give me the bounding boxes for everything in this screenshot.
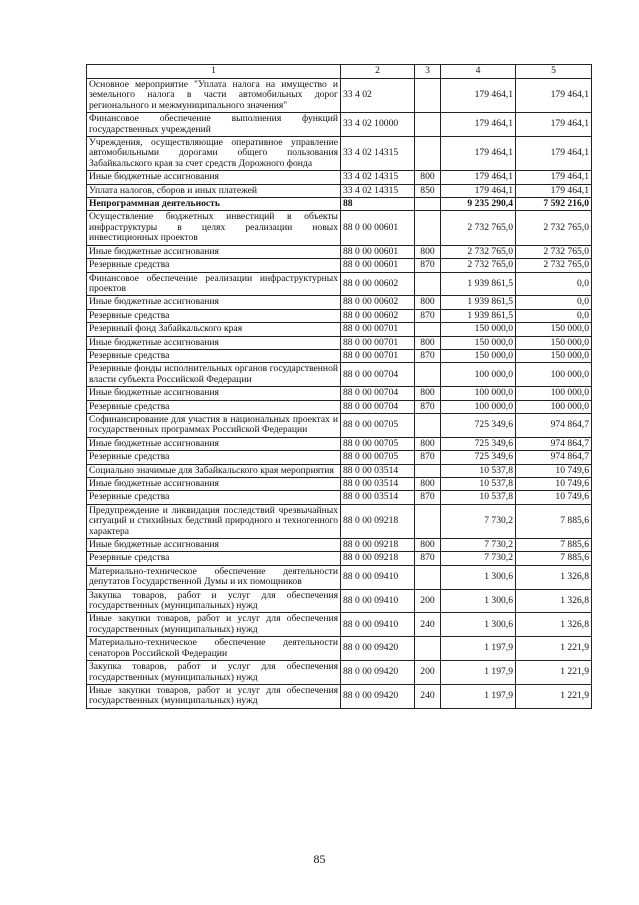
row-code: 33 4 02 14315 <box>341 171 415 184</box>
row-code: 88 0 00 00705 <box>341 451 415 464</box>
row-code: 88 0 00 09218 <box>341 504 415 538</box>
row-name: Иные бюджетные ассигнования <box>87 478 341 491</box>
row-name: Учреждения, осуществляющие оперативное управление автомобильными дорогами общего пользования Забайкальского края за счет средств Дорожного фонда <box>87 137 341 171</box>
row-name: Резервные средства <box>87 309 341 322</box>
row-amount-year-2: 1 221,9 <box>516 684 592 708</box>
row-expense-type <box>415 323 441 336</box>
header-col-2: 2 <box>341 65 415 79</box>
table-row <box>87 504 592 538</box>
row-amount-year-2: 179 464,1 <box>516 184 592 197</box>
header-col-3: 3 <box>415 65 441 79</box>
row-code: 88 0 00 09410 <box>341 613 415 637</box>
row-code: 88 0 00 00602 <box>341 296 415 309</box>
table-row <box>87 323 592 336</box>
budget-table <box>86 64 592 709</box>
table-row <box>87 589 592 613</box>
row-expense-type: 800 <box>415 296 441 309</box>
row-expense-type <box>415 413 441 437</box>
header-col-4: 4 <box>441 65 516 79</box>
row-name: Софинансирование для участия в национальных проектах и государственных программах Российской Федерации <box>87 413 341 437</box>
row-name: Резервные средства <box>87 259 341 272</box>
table-row <box>87 539 592 552</box>
row-name: Финансовое обеспечение выполнения функций государственных учреждений <box>87 113 341 137</box>
table-row <box>87 296 592 309</box>
row-amount-year-2: 974 864,7 <box>516 451 592 464</box>
table-row <box>87 184 592 197</box>
row-amount-year-2: 7 885,6 <box>516 504 592 538</box>
row-amount-year-1: 179 464,1 <box>441 184 516 197</box>
row-amount-year-1: 7 730,2 <box>441 552 516 565</box>
row-code: 33 4 02 14315 <box>341 137 415 171</box>
header-col-1: 1 <box>87 65 341 79</box>
row-name: Иные бюджетные ассигнования <box>87 336 341 349</box>
row-code: 88 0 00 00705 <box>341 413 415 437</box>
row-amount-year-2: 1 221,9 <box>516 661 592 685</box>
row-amount-year-2: 179 464,1 <box>516 79 592 113</box>
row-code: 88 0 00 09420 <box>341 637 415 661</box>
row-code: 88 0 00 00601 <box>341 211 415 245</box>
table-row <box>87 309 592 322</box>
page-number: 85 <box>313 852 326 866</box>
row-amount-year-1: 1 197,9 <box>441 684 516 708</box>
table-row <box>87 400 592 413</box>
row-amount-year-2: 0,0 <box>516 296 592 309</box>
table-row <box>87 684 592 708</box>
row-amount-year-2: 1 326,8 <box>516 613 592 637</box>
row-amount-year-2: 2 732 765,0 <box>516 245 592 258</box>
row-code: 88 0 00 03514 <box>341 491 415 504</box>
row-amount-year-2: 1 326,8 <box>516 589 592 613</box>
row-name: Материально-техническое обеспечение деятельности сенаторов Российской Федерации <box>87 637 341 661</box>
row-amount-year-2: 10 749,6 <box>516 464 592 477</box>
row-expense-type: 800 <box>415 387 441 400</box>
row-amount-year-2: 150 000,0 <box>516 323 592 336</box>
row-expense-type: 240 <box>415 613 441 637</box>
row-amount-year-1: 150 000,0 <box>441 336 516 349</box>
row-expense-type <box>415 637 441 661</box>
row-name: Резервные средства <box>87 451 341 464</box>
row-expense-type <box>415 211 441 245</box>
row-name: Резервные средства <box>87 491 341 504</box>
row-amount-year-1: 2 732 765,0 <box>441 259 516 272</box>
row-amount-year-1: 10 537,8 <box>441 491 516 504</box>
table-row <box>87 113 592 137</box>
row-code: 88 0 00 09410 <box>341 589 415 613</box>
row-name: Иные бюджетные ассигнования <box>87 296 341 309</box>
row-name: Предупреждение и ликвидация последствий чрезвычайных ситуаций и стихийных бедствий природного и техногенного характера <box>87 504 341 538</box>
row-code: 88 0 00 09420 <box>341 684 415 708</box>
row-amount-year-1: 1 197,9 <box>441 637 516 661</box>
row-amount-year-1: 2 732 765,0 <box>441 245 516 258</box>
row-name: Осуществление бюджетных инвестиций в объекты инфраструктуры в целях реализации новых инвестиционных проектов <box>87 211 341 245</box>
row-amount-year-2: 100 000,0 <box>516 400 592 413</box>
row-expense-type: 240 <box>415 684 441 708</box>
table-row <box>87 363 592 387</box>
row-code: 88 0 00 00602 <box>341 309 415 322</box>
row-name: Резервные средства <box>87 400 341 413</box>
row-expense-type: 800 <box>415 336 441 349</box>
row-expense-type: 870 <box>415 491 441 504</box>
row-expense-type: 870 <box>415 451 441 464</box>
row-expense-type: 800 <box>415 437 441 450</box>
table-row <box>87 413 592 437</box>
row-name: Иные бюджетные ассигнования <box>87 387 341 400</box>
row-expense-type <box>415 272 441 296</box>
row-name: Закупка товаров, работ и услуг для обеспечения государственных (муниципальных) нужд <box>87 661 341 685</box>
table-row <box>87 552 592 565</box>
row-amount-year-2: 0,0 <box>516 309 592 322</box>
row-code: 33 4 02 <box>341 79 415 113</box>
row-amount-year-1: 100 000,0 <box>441 363 516 387</box>
row-amount-year-2: 100 000,0 <box>516 363 592 387</box>
table-row <box>87 171 592 184</box>
row-expense-type: 870 <box>415 309 441 322</box>
row-code: 33 4 02 10000 <box>341 113 415 137</box>
row-amount-year-1: 7 730,2 <box>441 539 516 552</box>
table-row <box>87 478 592 491</box>
row-code: 88 0 00 00701 <box>341 323 415 336</box>
row-amount-year-1: 179 464,1 <box>441 171 516 184</box>
row-amount-year-1: 1 939 861,5 <box>441 296 516 309</box>
row-amount-year-1: 725 349,6 <box>441 437 516 450</box>
row-amount-year-1: 1 939 861,5 <box>441 309 516 322</box>
row-amount-year-1: 1 300,6 <box>441 589 516 613</box>
row-amount-year-1: 725 349,6 <box>441 413 516 437</box>
row-amount-year-2: 179 464,1 <box>516 113 592 137</box>
row-code: 88 0 00 00701 <box>341 349 415 362</box>
row-code: 33 4 02 14315 <box>341 184 415 197</box>
row-amount-year-2: 0,0 <box>516 272 592 296</box>
row-name: Социально значимые для Забайкальского края мероприятия <box>87 464 341 477</box>
table-row <box>87 349 592 362</box>
row-expense-type: 800 <box>415 245 441 258</box>
row-amount-year-2: 7 885,6 <box>516 552 592 565</box>
row-code: 88 0 00 09410 <box>341 565 415 589</box>
row-code: 88 0 00 00705 <box>341 437 415 450</box>
row-expense-type: 800 <box>415 171 441 184</box>
row-amount-year-2: 10 749,6 <box>516 491 592 504</box>
table-row <box>87 464 592 477</box>
row-name: Резервные средства <box>87 552 341 565</box>
row-amount-year-1: 100 000,0 <box>441 387 516 400</box>
row-amount-year-1: 1 939 861,5 <box>441 272 516 296</box>
table-row <box>87 245 592 258</box>
table-row <box>87 437 592 450</box>
row-name: Иные бюджетные ассигнования <box>87 245 341 258</box>
row-amount-year-1: 7 730,2 <box>441 504 516 538</box>
table-row <box>87 211 592 245</box>
row-expense-type: 200 <box>415 661 441 685</box>
row-amount-year-2: 974 864,7 <box>516 413 592 437</box>
row-code: 88 0 00 00602 <box>341 272 415 296</box>
row-amount-year-2: 179 464,1 <box>516 137 592 171</box>
row-expense-type: 870 <box>415 552 441 565</box>
row-name: Резервные фонды исполнительных органов государственной власти субъекта Российской Федерации <box>87 363 341 387</box>
row-expense-type <box>415 504 441 538</box>
table-row <box>87 336 592 349</box>
table-row <box>87 387 592 400</box>
row-code: 88 0 00 00701 <box>341 336 415 349</box>
header-row <box>87 65 592 79</box>
row-amount-year-1: 725 349,6 <box>441 451 516 464</box>
row-name: Резервный фонд Забайкальского края <box>87 323 341 336</box>
table-row <box>87 613 592 637</box>
row-amount-year-2: 150 000,0 <box>516 336 592 349</box>
row-amount-year-1: 1 300,6 <box>441 565 516 589</box>
table-row <box>87 259 592 272</box>
row-amount-year-2: 1 326,8 <box>516 565 592 589</box>
row-amount-year-1: 179 464,1 <box>441 137 516 171</box>
row-amount-year-1: 179 464,1 <box>441 113 516 137</box>
row-name: Закупка товаров, работ и услуг для обеспечения государственных (муниципальных) нужд <box>87 589 341 613</box>
row-expense-type: 870 <box>415 259 441 272</box>
row-code: 88 0 00 00704 <box>341 387 415 400</box>
row-expense-type: 200 <box>415 589 441 613</box>
row-code: 88 0 00 00601 <box>341 245 415 258</box>
row-name: Основное мероприятие "Уплата налога на имущество и земельного налога в части автомобильных дорог регионального и межмуниципального значения" <box>87 79 341 113</box>
row-amount-year-1: 9 235 290,4 <box>441 198 516 211</box>
row-expense-type <box>415 464 441 477</box>
table-row <box>87 637 592 661</box>
row-code: 88 0 00 00704 <box>341 363 415 387</box>
row-code: 88 0 00 09420 <box>341 661 415 685</box>
row-code: 88 0 00 09218 <box>341 552 415 565</box>
row-code: 88 0 00 03514 <box>341 464 415 477</box>
row-expense-type <box>415 198 441 211</box>
row-expense-type <box>415 79 441 113</box>
row-amount-year-1: 150 000,0 <box>441 349 516 362</box>
row-name: Непрограммная деятельность <box>87 198 341 211</box>
row-name: Иные закупки товаров, работ и услуг для обеспечения государственных (муниципальных) нужд <box>87 613 341 637</box>
table-row <box>87 272 592 296</box>
table-row <box>87 491 592 504</box>
table-row <box>87 198 592 211</box>
row-amount-year-1: 10 537,8 <box>441 464 516 477</box>
table-row <box>87 137 592 171</box>
row-code: 88 0 00 00601 <box>341 259 415 272</box>
row-expense-type: 850 <box>415 184 441 197</box>
table-row <box>87 661 592 685</box>
row-expense-type: 800 <box>415 478 441 491</box>
header-col-5: 5 <box>516 65 592 79</box>
row-name: Финансовое обеспечение реализации инфраструктурных проектов <box>87 272 341 296</box>
row-name: Иные закупки товаров, работ и услуг для обеспечения государственных (муниципальных) нужд <box>87 684 341 708</box>
row-amount-year-1: 1 300,6 <box>441 613 516 637</box>
row-amount-year-1: 179 464,1 <box>441 79 516 113</box>
row-amount-year-2: 150 000,0 <box>516 349 592 362</box>
row-amount-year-2: 7 885,6 <box>516 539 592 552</box>
row-amount-year-2: 10 749,6 <box>516 478 592 491</box>
row-amount-year-1: 100 000,0 <box>441 400 516 413</box>
row-name: Материально-техническое обеспечение деятельности депутатов Государственной Думы и их помощников <box>87 565 341 589</box>
row-name: Иные бюджетные ассигнования <box>87 171 341 184</box>
row-expense-type: 870 <box>415 400 441 413</box>
table-row <box>87 565 592 589</box>
budget-table-body <box>87 65 592 709</box>
row-expense-type <box>415 565 441 589</box>
row-expense-type <box>415 113 441 137</box>
row-amount-year-1: 10 537,8 <box>441 478 516 491</box>
row-amount-year-1: 2 732 765,0 <box>441 211 516 245</box>
row-amount-year-2: 179 464,1 <box>516 171 592 184</box>
row-name: Иные бюджетные ассигнования <box>87 437 341 450</box>
row-amount-year-2: 100 000,0 <box>516 387 592 400</box>
row-expense-type: 870 <box>415 349 441 362</box>
row-code: 88 0 00 00704 <box>341 400 415 413</box>
row-code: 88 <box>341 198 415 211</box>
row-expense-type: 800 <box>415 539 441 552</box>
row-amount-year-1: 150 000,0 <box>441 323 516 336</box>
row-name: Уплата налогов, сборов и иных платежей <box>87 184 341 197</box>
row-amount-year-2: 2 732 765,0 <box>516 211 592 245</box>
row-amount-year-2: 7 592 216,0 <box>516 198 592 211</box>
row-code: 88 0 00 09218 <box>341 539 415 552</box>
table-row <box>87 451 592 464</box>
row-amount-year-2: 974 864,7 <box>516 437 592 450</box>
row-expense-type <box>415 137 441 171</box>
row-amount-year-2: 2 732 765,0 <box>516 259 592 272</box>
row-amount-year-1: 1 197,9 <box>441 661 516 685</box>
row-code: 88 0 00 03514 <box>341 478 415 491</box>
row-name: Резервные средства <box>87 349 341 362</box>
table-row <box>87 79 592 113</box>
row-name: Иные бюджетные ассигнования <box>87 539 341 552</box>
row-amount-year-2: 1 221,9 <box>516 637 592 661</box>
row-expense-type <box>415 363 441 387</box>
